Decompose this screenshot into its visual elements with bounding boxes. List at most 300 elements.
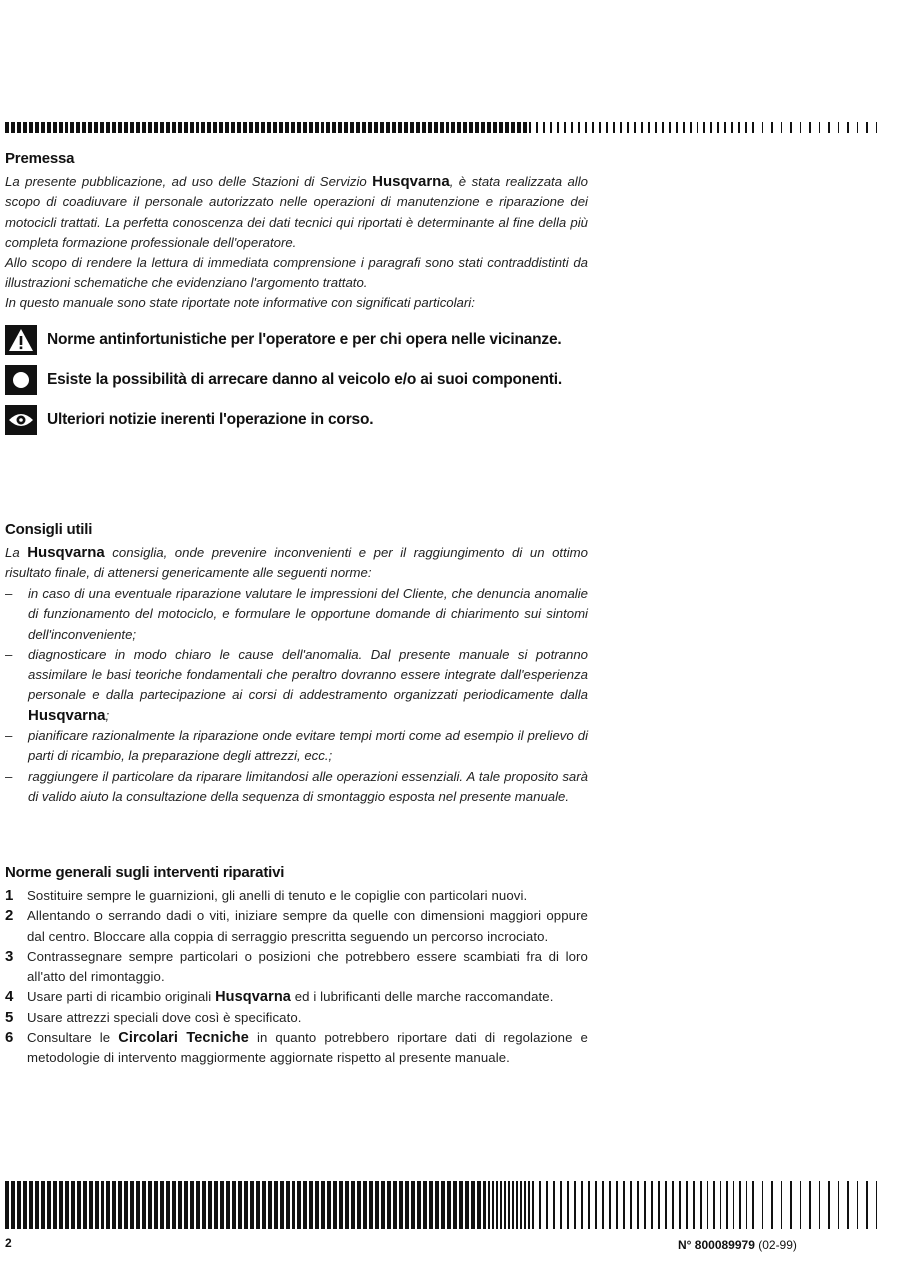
bar-segment	[118, 1181, 122, 1229]
consigli-list	[5, 584, 588, 807]
bar-segment	[500, 1181, 502, 1229]
warning-triangle-icon	[5, 325, 37, 355]
bar-segment	[847, 122, 848, 133]
bar-segment	[184, 122, 188, 133]
bar-segment	[733, 1181, 734, 1229]
bar-segment	[745, 122, 747, 133]
bar-segment	[124, 122, 128, 133]
bar-segment	[29, 1181, 33, 1229]
bar-segment	[606, 122, 608, 133]
bar-segment	[499, 122, 503, 133]
bar-segment	[350, 122, 354, 133]
bar-segment	[539, 1181, 541, 1229]
bar-segment	[613, 122, 615, 133]
bar-segment	[446, 122, 450, 133]
bar-segment	[616, 1181, 618, 1229]
bar-segment	[88, 122, 92, 133]
bar-segment	[475, 122, 479, 133]
brand-name: Husqvarna	[215, 989, 291, 1006]
bar-segment	[441, 1181, 445, 1229]
brand-name: Husqvarna	[372, 173, 450, 190]
bar-segment	[857, 122, 858, 133]
bar-segment	[59, 122, 63, 133]
bar-segment	[292, 1181, 296, 1229]
bar-segment	[524, 1181, 526, 1229]
bar-segment	[356, 122, 360, 133]
bar-segment	[762, 122, 763, 133]
bar-segment	[634, 122, 636, 133]
bar-segment	[738, 122, 740, 133]
bar-segment	[250, 1181, 254, 1229]
bar-segment	[828, 1181, 829, 1229]
bar-segment	[35, 122, 39, 133]
bar-segment	[404, 122, 408, 133]
bar-segment	[546, 1181, 548, 1229]
bar-segment	[201, 122, 205, 133]
bar-segment	[41, 1181, 45, 1229]
bar-segment	[516, 1181, 518, 1229]
bar-segment	[746, 1181, 747, 1229]
bar-segment	[528, 1181, 530, 1229]
bar-segment	[23, 122, 27, 133]
bar-segment	[620, 122, 622, 133]
bar-segment	[332, 122, 336, 133]
bar-segment	[220, 1181, 224, 1229]
bar-segment	[550, 122, 552, 133]
bar-segment	[106, 122, 110, 133]
bar-segment	[148, 1181, 152, 1229]
bar-segment	[630, 1181, 632, 1229]
bar-segment	[529, 122, 531, 133]
bar-segment	[520, 1181, 522, 1229]
bar-segment	[483, 1181, 487, 1229]
bar-segment	[609, 1181, 611, 1229]
bar-segment	[226, 1181, 230, 1229]
bar-segment	[196, 122, 200, 133]
bar-segment	[828, 122, 829, 133]
bar-segment	[567, 1181, 569, 1229]
bar-segment	[876, 122, 877, 133]
bar-segment	[690, 122, 692, 133]
bar-segment	[333, 1181, 337, 1229]
bar-segment	[440, 122, 444, 133]
bar-segment	[399, 1181, 403, 1229]
bar-segment	[471, 1181, 475, 1229]
bar-segment	[29, 122, 33, 133]
bar-segment	[658, 1181, 660, 1229]
bar-segment	[819, 1181, 820, 1229]
bar-segment	[398, 122, 402, 133]
bar-segment	[196, 1181, 200, 1229]
bar-segment	[368, 122, 372, 133]
damage-dot-icon	[5, 365, 37, 395]
bar-segment	[429, 1181, 433, 1229]
bar-segment	[345, 1181, 349, 1229]
bar-segment	[700, 1181, 702, 1229]
bar-segment	[172, 122, 176, 133]
bar-segment	[77, 1181, 81, 1229]
bar-segment	[553, 1181, 555, 1229]
bar-segment	[154, 122, 158, 133]
bar-segment	[273, 122, 277, 133]
brand-name: Husqvarna	[27, 544, 105, 561]
bar-segment	[847, 1181, 848, 1229]
bar-segment	[790, 1181, 791, 1229]
bar-segment	[627, 122, 629, 133]
bar-segment	[190, 1181, 194, 1229]
bar-segment	[339, 1181, 343, 1229]
bar-segment	[375, 1181, 379, 1229]
bar-segment	[100, 122, 104, 133]
notice-info	[5, 405, 373, 435]
bar-segment	[641, 122, 643, 133]
bar-segment	[381, 1181, 385, 1229]
bar-segment	[70, 122, 74, 133]
bar-segment	[588, 1181, 590, 1229]
bar-segment	[380, 122, 384, 133]
list-item: 3 Contrassegnare sempre particolari o posizioni che potrebbero essere scambiati fra di loro all'atto del rimontaggio.	[5, 947, 588, 985]
bar-segment	[59, 1181, 63, 1229]
bar-segment	[435, 1181, 439, 1229]
bar-segment	[262, 1181, 266, 1229]
bar-segment	[214, 1181, 218, 1229]
bar-segment	[637, 1181, 639, 1229]
bar-segment	[578, 122, 580, 133]
bar-segment	[523, 122, 527, 133]
bar-segment	[581, 1181, 583, 1229]
bar-segment	[463, 122, 467, 133]
bar-segment	[160, 1181, 164, 1229]
bar-segment	[148, 122, 152, 133]
bar-segment	[422, 122, 426, 133]
bar-segment	[492, 1181, 494, 1229]
bar-segment	[651, 1181, 653, 1229]
bar-segment	[315, 122, 319, 133]
bar-segment	[35, 1181, 39, 1229]
bar-segment	[95, 1181, 99, 1229]
bar-segment	[457, 122, 461, 133]
notice-damage-text: Esiste la possibilità di arrecare danno al veicolo e/o ai suoi componenti.	[47, 371, 562, 388]
bar-segment	[184, 1181, 188, 1229]
premessa-paragraph-3: In questo manuale sono state riportate note informative con significati particolari:	[5, 295, 475, 310]
bar-segment	[713, 1181, 714, 1229]
bar-segment	[866, 1181, 867, 1229]
bar-segment	[106, 1181, 110, 1229]
bar-segment	[623, 1181, 625, 1229]
notice-info-text: Ulteriori notizie inerenti l'operazione in corso.	[47, 411, 374, 428]
bar-segment	[790, 122, 791, 133]
bar-segment	[800, 122, 801, 133]
bar-segment	[487, 122, 491, 133]
notice-safety-text: Norme antinfortunistiche per l'operatore e per chi opera nelle vicinanze.	[47, 331, 562, 348]
bar-segment	[602, 1181, 604, 1229]
bar-segment	[232, 1181, 236, 1229]
eye-icon	[5, 405, 37, 435]
bar-segment	[83, 1181, 87, 1229]
list-item: – raggiungere il particolare da riparare limitandosi alle operazioni essenziali. A tale proposito sarà di valido aiuto la consultazione della sequenza di smontaggio esposta nel presente manuale.	[5, 768, 588, 804]
bar-segment	[481, 122, 485, 133]
bar-segment	[599, 122, 601, 133]
page-number: 2	[5, 1236, 12, 1250]
bar-segment	[387, 1181, 391, 1229]
bar-segment	[392, 122, 396, 133]
bar-segment	[124, 1181, 128, 1229]
bar-segment	[47, 1181, 51, 1229]
bar-segment	[225, 122, 229, 133]
bar-segment	[374, 122, 378, 133]
bar-segment	[459, 1181, 463, 1229]
bar-segment	[190, 122, 194, 133]
norme-heading: Norme generali sugli interventi riparativi	[5, 864, 285, 881]
bar-segment	[465, 1181, 469, 1229]
premessa-paragraph-1: La presente pubblicazione, ad uso delle Stazioni di Servizio Husqvarna, è stata realizzata allo scopo di coadiuvare il personale autorizzato nelle operazioni di manutenzione e riparazione dei motocicli trattati. La perfetta conoscenza dei dati tecnici qui riportati è determinante al fine della più completa formazione professionale dell'operatore.	[5, 173, 589, 250]
bar-segment	[326, 122, 330, 133]
bar-segment	[268, 1181, 272, 1229]
list-item: 1 Sostituire sempre le guarnizioni, gli anelli di tenuto e le copiglie con particolari nuovi.	[5, 887, 528, 904]
bar-segment	[707, 1181, 708, 1229]
bar-segment	[405, 1181, 409, 1229]
bar-segment	[564, 122, 566, 133]
bar-segment	[800, 1181, 801, 1229]
bar-segment	[202, 1181, 206, 1229]
bar-segment	[771, 1181, 772, 1229]
bar-segment	[876, 1181, 877, 1229]
bottom-decorative-bar	[5, 1181, 885, 1229]
bar-segment	[279, 122, 283, 133]
bar-segment	[101, 1181, 105, 1229]
bar-segment	[683, 122, 685, 133]
bar-segment	[53, 1181, 57, 1229]
bar-segment	[238, 1181, 242, 1229]
bar-segment	[142, 1181, 146, 1229]
bar-segment	[297, 122, 301, 133]
bar-segment	[665, 1181, 667, 1229]
bar-segment	[488, 1181, 490, 1229]
bar-segment	[231, 122, 235, 133]
bar-segment	[410, 122, 414, 133]
bar-segment	[416, 122, 420, 133]
bar-segment	[178, 122, 182, 133]
bar-segment	[160, 122, 164, 133]
bar-segment	[321, 122, 325, 133]
bar-segment	[237, 122, 241, 133]
bar-segment	[280, 1181, 284, 1229]
bar-segment	[532, 1181, 534, 1229]
bar-segment	[17, 1181, 21, 1229]
bar-segment	[496, 1181, 498, 1229]
bar-segment	[142, 122, 146, 133]
bar-segment	[17, 122, 21, 133]
bar-segment	[512, 1181, 514, 1229]
bar-segment	[256, 1181, 260, 1229]
bar-segment	[693, 1181, 695, 1229]
bar-segment	[672, 1181, 674, 1229]
bar-segment	[560, 1181, 562, 1229]
bar-segment	[130, 122, 134, 133]
bar-segment	[511, 122, 515, 133]
bar-segment	[595, 1181, 597, 1229]
bar-segment	[536, 122, 538, 133]
bar-segment	[648, 122, 650, 133]
brand-name: Husqvarna	[28, 706, 106, 724]
bar-segment	[11, 1181, 15, 1229]
bar-segment	[781, 122, 782, 133]
list-item: 6 Consultare le Circolari Tecniche in quanto potrebbero riportare dati di regolazione e metodologie di intervento maggiormente aggiornate rispetto al presente manuale.	[5, 1029, 588, 1066]
bar-segment	[5, 122, 9, 133]
bar-segment	[857, 1181, 858, 1229]
bar-segment	[655, 122, 657, 133]
bar-segment	[41, 122, 45, 133]
bar-segment	[23, 1181, 27, 1229]
bar-segment	[717, 122, 719, 133]
bar-segment	[11, 122, 15, 133]
bar-segment	[752, 1181, 753, 1229]
document-code: N° 800089979 (02-99)	[678, 1238, 797, 1252]
bar-segment	[762, 1181, 763, 1229]
notice-safety	[5, 325, 562, 355]
bar-segment	[338, 122, 342, 133]
bar-segment	[752, 122, 753, 133]
bar-segment	[112, 1181, 116, 1229]
list-item: – diagnosticare in modo chiaro le cause dell'anomalia. Dal presente manuale si potranno assimilare le basi teoriche fondamentali che peraltro dovranno essere integrate dall'esperienza personale e dalla partecipazione ai corsi di addestramento organizzati periodicamente dalla Husqvarna;	[5, 646, 588, 724]
bar-segment	[261, 122, 265, 133]
bar-segment	[447, 1181, 451, 1229]
bar-segment	[369, 1181, 373, 1229]
bar-segment	[469, 122, 473, 133]
norme-list	[5, 886, 588, 1069]
list-item: 5 Usare attrezzi speciali dove così è specificato.	[5, 1008, 302, 1026]
bar-segment	[417, 1181, 421, 1229]
bar-segment	[89, 1181, 93, 1229]
bar-segment	[309, 1181, 313, 1229]
bar-segment	[166, 122, 170, 133]
bar-segment	[327, 1181, 331, 1229]
top-decorative-bar	[5, 122, 885, 133]
bar-segment	[315, 1181, 319, 1229]
bar-segment	[679, 1181, 681, 1229]
bar-segment	[344, 122, 348, 133]
bar-segment	[838, 1181, 839, 1229]
circolari-tecniche: Circolari Tecniche	[118, 1030, 249, 1047]
bar-segment	[5, 1181, 9, 1229]
bar-segment	[720, 1181, 721, 1229]
bar-segment	[118, 122, 122, 133]
bar-segment	[866, 122, 867, 133]
bar-segment	[453, 1181, 457, 1229]
bar-segment	[423, 1181, 427, 1229]
list-item: 4 Usare parti di ricambio originali Husqvarna ed i lubrificanti delle marche raccomandate.	[5, 988, 554, 1006]
bar-segment	[574, 1181, 576, 1229]
bar-segment	[724, 122, 726, 133]
bar-segment	[154, 1181, 158, 1229]
bar-segment	[428, 122, 432, 133]
bar-segment	[508, 1181, 510, 1229]
bar-segment	[669, 122, 671, 133]
bar-segment	[434, 122, 438, 133]
bar-segment	[321, 1181, 325, 1229]
bar-segment	[136, 122, 140, 133]
premessa-heading: Premessa	[5, 150, 75, 167]
bar-segment	[411, 1181, 415, 1229]
bar-segment	[255, 122, 259, 133]
bar-segment	[285, 122, 289, 133]
bar-segment	[249, 122, 253, 133]
bar-segment	[76, 122, 80, 133]
bar-segment	[571, 122, 573, 133]
bar-segment	[136, 1181, 140, 1229]
bar-segment	[274, 1181, 278, 1229]
bar-segment	[303, 1181, 307, 1229]
bar-segment	[809, 122, 810, 133]
bar-segment	[504, 1181, 506, 1229]
bar-segment	[267, 122, 271, 133]
bar-segment	[244, 1181, 248, 1229]
bar-segment	[65, 122, 69, 133]
bar-segment	[71, 1181, 75, 1229]
bar-segment	[557, 122, 559, 133]
list-item: – pianificare razionalmente la riparazione onde evitare tempi morti come ad esempio il prelievo di parti di ricambio, la preparazione degli attrezzi, ecc.;	[5, 728, 588, 764]
bar-segment	[291, 122, 295, 133]
bar-segment	[771, 122, 772, 133]
bar-segment	[94, 122, 98, 133]
premessa-paragraph-2: Allo scopo di rendere la lettura di immediata comprensione i paragrafi sono stati contraddistinti da illustrazioni schematiche che evidenziano l'argomento trattato.	[5, 255, 588, 291]
bar-segment	[207, 122, 211, 133]
bar-segment	[517, 122, 521, 133]
bar-segment	[676, 122, 678, 133]
bar-segment	[393, 1181, 397, 1229]
list-item: 2 Allentando o serrando dadi o viti, iniziare sempre da quelle con dimensioni maggiori oppure dal centro. Bloccare alla coppia di serraggio prescritta seguendo un percorso incrociato.	[5, 907, 588, 944]
bar-segment	[351, 1181, 355, 1229]
bar-segment	[82, 122, 86, 133]
bar-segment	[303, 122, 307, 133]
bar-segment	[726, 1181, 727, 1229]
bar-segment	[543, 122, 545, 133]
bar-segment	[451, 122, 455, 133]
consigli-heading: Consigli utili	[5, 521, 93, 538]
bar-segment	[219, 122, 223, 133]
bar-segment	[286, 1181, 290, 1229]
bar-segment	[362, 122, 366, 133]
bar-segment	[585, 122, 587, 133]
bar-segment	[731, 122, 733, 133]
bar-segment	[53, 122, 57, 133]
bar-segment	[166, 1181, 170, 1229]
consigli-intro: La Husqvarna consiglia, onde prevenire inconvenienti e per il raggiungimento di un ottimo risultato finale, di attenersi genericamente alle seguenti norme:	[5, 544, 588, 581]
bar-segment	[819, 122, 820, 133]
bar-segment	[213, 122, 217, 133]
bar-segment	[386, 122, 390, 133]
bar-segment	[243, 122, 247, 133]
bar-segment	[838, 122, 839, 133]
bar-segment	[686, 1181, 688, 1229]
bar-segment	[178, 1181, 182, 1229]
bar-segment	[505, 122, 509, 133]
bar-segment	[662, 122, 664, 133]
bar-segment	[130, 1181, 134, 1229]
bar-segment	[363, 1181, 367, 1229]
bar-segment	[47, 122, 51, 133]
list-item: – in caso di una eventuale riparazione valutare le impressioni del Cliente, che denuncia anomalie di funzionamento del motociclo, e formulare le opportune domande di chiarimento sui sintomi dell'inconveniente;	[5, 586, 588, 642]
bar-segment	[697, 122, 699, 133]
bar-segment	[739, 1181, 740, 1229]
bar-segment	[172, 1181, 176, 1229]
bar-segment	[297, 1181, 301, 1229]
bar-segment	[644, 1181, 646, 1229]
bar-segment	[477, 1181, 481, 1229]
bar-segment	[703, 122, 705, 133]
bar-segment	[493, 122, 497, 133]
bar-segment	[781, 1181, 782, 1229]
